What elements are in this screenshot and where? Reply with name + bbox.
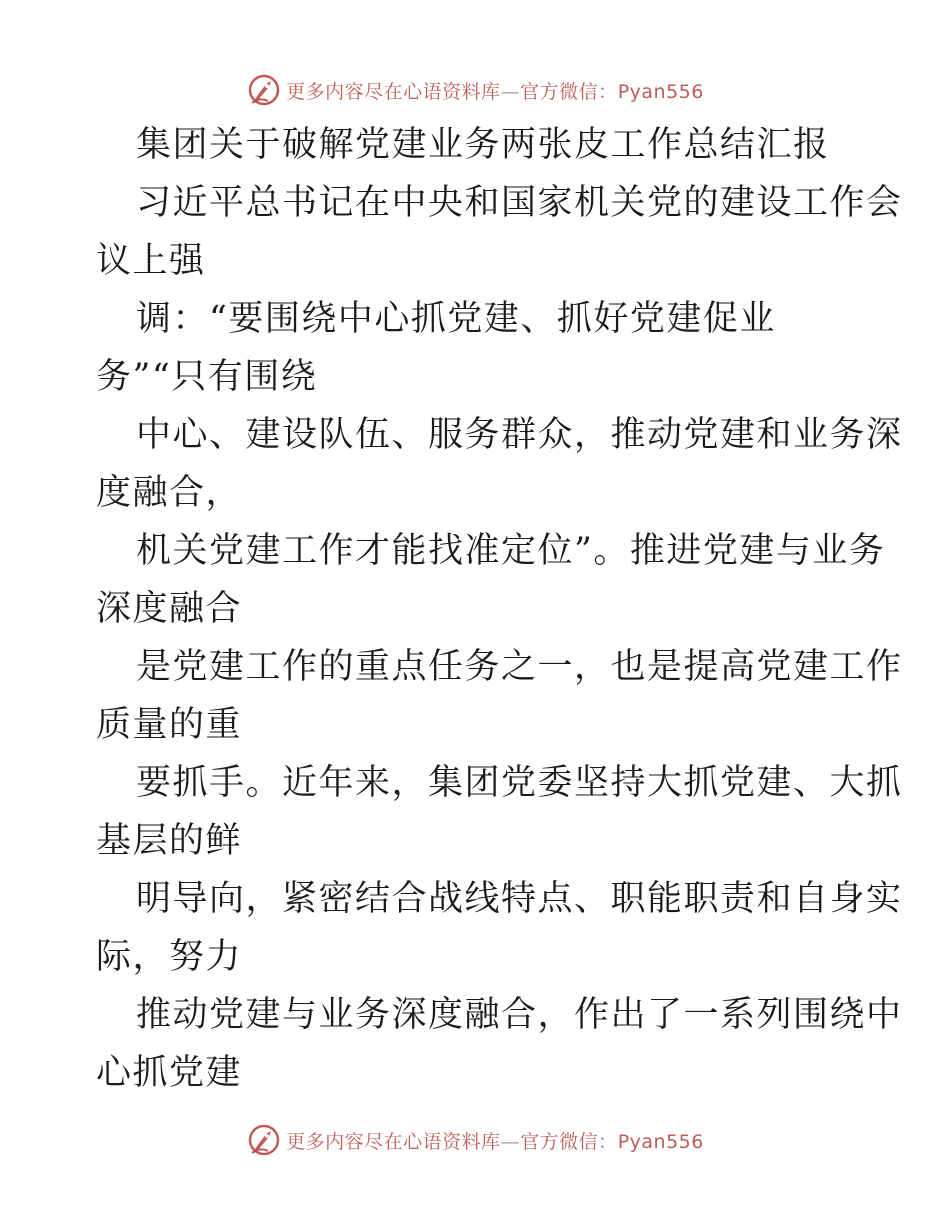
header-banner xyxy=(0,70,950,110)
paragraph-line: 度融合， xyxy=(96,473,243,513)
banner-wechat-label: 官方微信： xyxy=(520,1130,618,1153)
banner-text xyxy=(286,1127,704,1154)
banner-wechat-id: Pyan556 xyxy=(617,80,704,103)
banner-wechat-id: Pyan556 xyxy=(617,1130,704,1153)
document-title: 集团关于破解党建业务两张皮工作总结汇报 xyxy=(136,125,830,165)
document-body xyxy=(96,116,903,1102)
paragraph-line: 推动党建与业务深度融合，作出了一系列围绕中 xyxy=(136,995,903,1035)
paragraph-line: 际，努力 xyxy=(96,937,243,977)
banner-title: 更多内容尽在心语资料库 xyxy=(286,1130,501,1153)
banner-separator: — xyxy=(500,80,521,103)
paragraph-line: 要抓手。近年来，集团党委坚持大抓党建、大抓 xyxy=(136,763,903,803)
banner-title: 更多内容尽在心语资料库 xyxy=(286,80,501,103)
paragraph-line: 质量的重 xyxy=(96,705,243,745)
paragraph-line: 议上强 xyxy=(96,241,206,281)
banner-wechat-label: 官方微信： xyxy=(520,80,618,103)
pen-logo-icon xyxy=(246,1122,282,1158)
paragraph-line: 务”“只有围绕 xyxy=(96,357,318,397)
pen-logo-icon xyxy=(246,72,282,108)
banner-separator: — xyxy=(500,1130,521,1153)
banner-text xyxy=(286,77,704,104)
paragraph-line: 心抓党建 xyxy=(96,1053,243,1093)
paragraph-line: 习近平总书记在中央和国家机关党的建设工作会 xyxy=(136,183,903,223)
paragraph-line: 调：“要围绕中心抓党建、抓好党建促业 xyxy=(136,299,776,339)
paragraph-line: 基层的鲜 xyxy=(96,821,243,861)
paragraph-line: 明导向，紧密结合战线特点、职能职责和自身实 xyxy=(136,879,903,919)
paragraph-line: 中心、建设队伍、服务群众，推动党建和业务深 xyxy=(136,415,903,455)
paragraph-line: 机关党建工作才能找准定位”。推进党建与业务 xyxy=(136,531,886,571)
paragraph-line: 深度融合 xyxy=(96,589,243,629)
paragraph-line: 是党建工作的重点任务之一，也是提高党建工作 xyxy=(136,647,903,687)
footer-banner xyxy=(0,1120,950,1160)
